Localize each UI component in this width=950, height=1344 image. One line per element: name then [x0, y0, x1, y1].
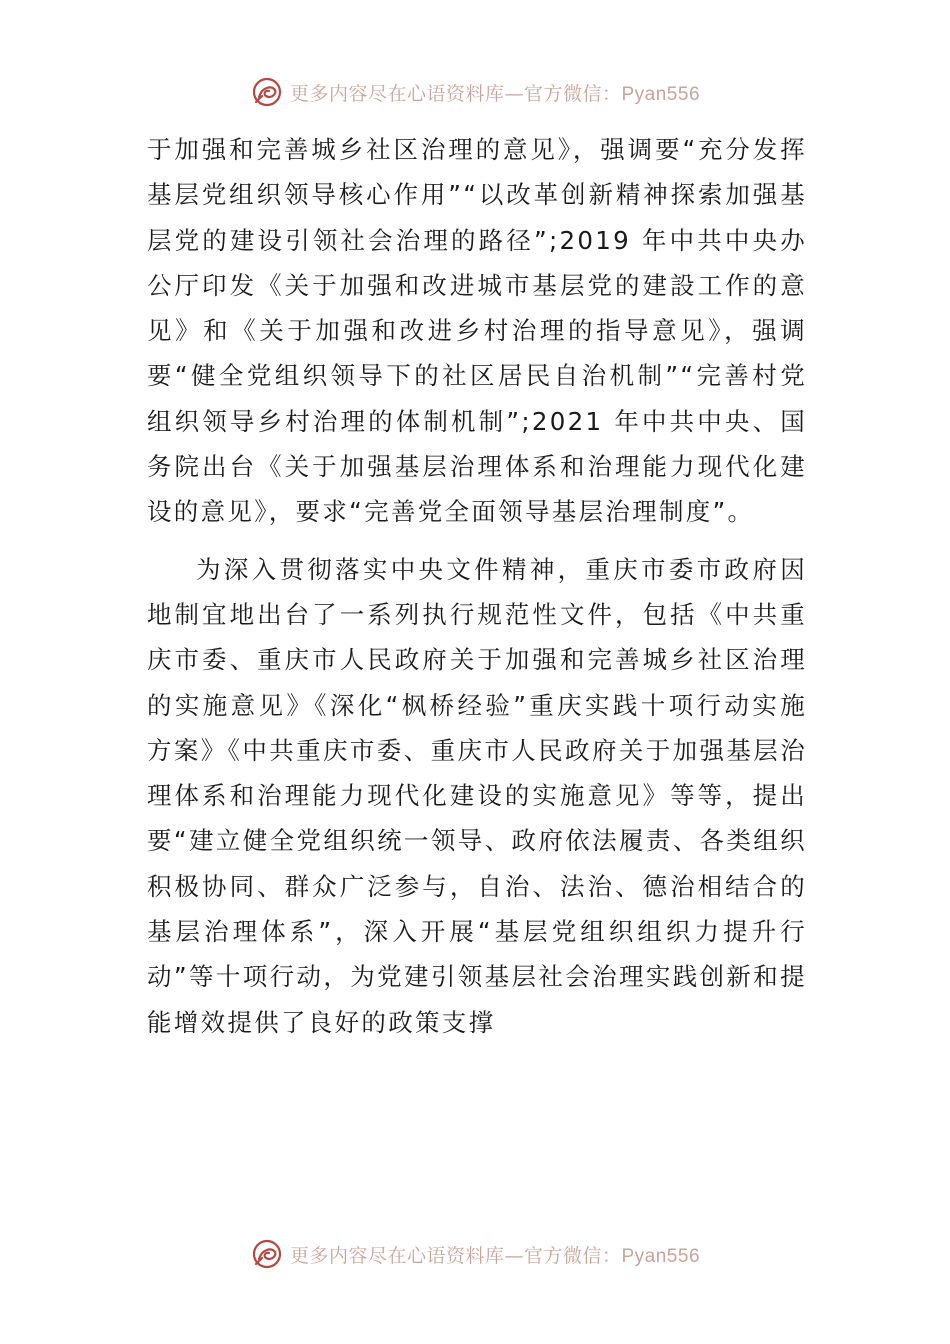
footer-watermark	[0, 1234, 950, 1274]
watermark-label: 更多内容尽在心语资料库—官方微信：	[289, 82, 622, 105]
header-watermark	[0, 72, 950, 112]
paragraph-1: 于加强和完善城乡社区治理的意见》，强调要“充分发挥基层党组织领导核心作用”“以改革创新精神探索加强基层党的建设引领社会治理的路径”;2019 年中共中央办公厅印发《关于加强和改进城市基层党的建設工作的意见》和《关于加强和改进乡村治理的指导意见》，强调要“健全党组织领导下的社区居民自治机制”“完善村党组织领导乡村治理的体制机制”;2021 年中共中央、国务院出台《关于加强基层治理体系和治理能力现代化建设的意见》，要求“完善党全面领导基层治理制度”。	[147, 135, 807, 527]
watermark-wechat-id: Pyan556	[621, 83, 701, 105]
document-body	[147, 127, 807, 1045]
watermark-wechat-id: Pyan556	[621, 1245, 701, 1267]
paragraph-2: 为深入贯彻落实中央文件精神，重庆市委市政府因地制宜地出台了一系列执行规范性文件，包括《中共重庆市委、重庆市人民政府关于加强和完善城乡社区治理的实施意见》《深化“枫桥经验”重庆实践十项行动实施方案》《中共重庆市委、重庆市人民政府关于加强基层治理体系和治理能力现代化建设的实施意见》等等，提出要“建立健全党组织统一领导、政府依法履责、各类组织积极协同、群众广泛参与，自治、法治、德治相结合的基层治理体系”，深入开展“基层党组织组织力提升行动”等十项行动，为党建引领基层社会治理实践创新和提能增效提供了良好的政策支撑	[147, 554, 807, 1037]
swirl-logo-icon	[250, 75, 284, 109]
swirl-logo-icon	[250, 1237, 284, 1271]
watermark-text	[290, 79, 700, 106]
watermark-label: 更多内容尽在心语资料库—官方微信：	[289, 1244, 622, 1267]
watermark-text	[290, 1241, 700, 1268]
